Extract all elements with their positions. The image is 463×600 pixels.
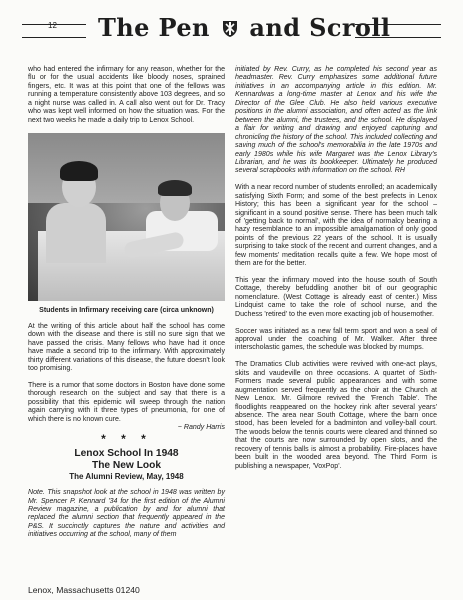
left-column: [28, 66, 225, 540]
right-paragraph-2: This year the infirmary moved into the house south of South Cottage, thereby befuddling another bit of our geographic nomenclature. (West Cottage is already east of center.) Miss Lindquist came to take the role of school nurse, and the Duchess 'retired' to the even more exacting job of housemother.: [235, 277, 437, 318]
crest-icon: [221, 19, 239, 38]
article-title-line-2: The New Look: [91, 460, 162, 472]
right-paragraph-4: The Dramatics Club activities were revived with one-act plays, skits and vaudeville on three occasions. A quartet of Sixth-Formers made several public appearances and with some augmentation served frequently as the choir at the Church at New Lenox. Mr. Gilmore revived the 'French Table'. The floodlights reappeared on the hockey rink after several years' absence. The area near South Cottage, where the barn once stood, has been leveled for a badminton and volley-ball court. The woods below the tennis courts were cleared and thinned so that the courts are now surrounded by open slots, and the recovery of tennis balls is almost a probability. Fire-places have been built in the wooded area beyond. The Third Form is publishing a newspaper, 'VoxPop'.: [235, 361, 437, 470]
article-subtitle: The Alumni Review, May, 1948: [69, 472, 184, 482]
left-paragraph-3: There is a rumor that some doctors in Boston have done some thorough research on the subject and say that there is a possibility that this epidemic will sweep through the nation again carrying with it three types of pneumonia, for one of which there is no known cure.: [28, 381, 225, 423]
title-left: The Pen: [98, 13, 210, 42]
right-paragraph-3: Soccer was initiated as a new fall term sport and won a seal of approval under the coaching of Mr. Walker. After three interscholastic games, the schedule was blocked by mumps.: [235, 327, 437, 352]
article-title-line-1: Lenox School In 1948: [74, 448, 179, 460]
editor-note: Note. This snapshot look at the school in 1948 was written by Mr. Spencer P. Kennard '34 for the first edition of the Alumni Review magazine, a publication by and for alumni that replaced the alumni section that frequently appeared in the P&S. It succinctly captures the nature and activities and initiatives occurring at the school, many of them: [28, 489, 225, 539]
photo-caption: Students in Infirmary receiving care (circa unknown): [39, 307, 214, 315]
section-separator: * * *: [101, 431, 152, 446]
right-column: [235, 66, 437, 471]
footer-location: Lenox, Massachusetts 01240: [28, 585, 140, 595]
left-paragraph-2: At the writing of this article about half the school has come down with the disease and there is still no sure sign that we have passed the crisis. Many fellows who have had it once have made a second trip to the infirmary. With approximately thirty different variations of this disease, the future doesn't look too promising.: [28, 322, 225, 373]
page-number: 12: [48, 21, 57, 30]
newspaper-title: [98, 13, 391, 42]
right-paragraph-1: With a near record number of students enrolled; an academically satisfying Sixth Form; and some of the best prefects in Lenox History; this has been a significant year for the school – significant in a sound positive sense. There has been much talk of 'getting back to normal', with the idea of normalcy bearing a hazy resemblance to an impossible amalgamation of only good points of the previous 22 years of the school. It is usually surprising to take stock of the recent and current changes, and a few moments' meditation recalls quite a few. We hope most of them are for the better.: [235, 184, 437, 268]
infirmary-photo: [28, 133, 225, 301]
masthead: [22, 14, 441, 46]
title-right: and Scroll: [249, 13, 391, 42]
left-paragraph-1: who had entered the infirmary for any reason, whether for the flu or for the usual accidents like bloody noses, sprained fingers, etc. It was at this point that one of the fellows was running a temperature consistently above 103 degrees, and so a night nurse was called in. A call also went out for Dr. Tracy who was kept well informed on how the situation was. For the next two weeks he made a daily trip to Lenox School.: [28, 66, 225, 124]
masthead-rule-right: [355, 24, 441, 38]
editor-note-continued: initiated by Rev. Curry, as he completed his second year as headmaster. Rev. Curry emphasizes some additional future initiatives in an accompanying article in this edition. Mr. Kennardwas a long-time master at Lenox and his wife the Director of the Glee Club. He also held various executive positions in the alumni association, and often acted as the link between the alumni, the trustees, and the school. He displayed a flair for writing and drawing and enjoyed capturing and chronicling the history of the school. This included collecting and saving much of the school's memorabilia in the late 1970s and early 1980s while his wife Margaret was the Lenox Library's Librarian, and he was its bookkeeper. Ultimately he produced several scrapbooks with information on the school. RH: [235, 66, 437, 175]
author-signature: ~ Randy Harris: [177, 424, 225, 432]
